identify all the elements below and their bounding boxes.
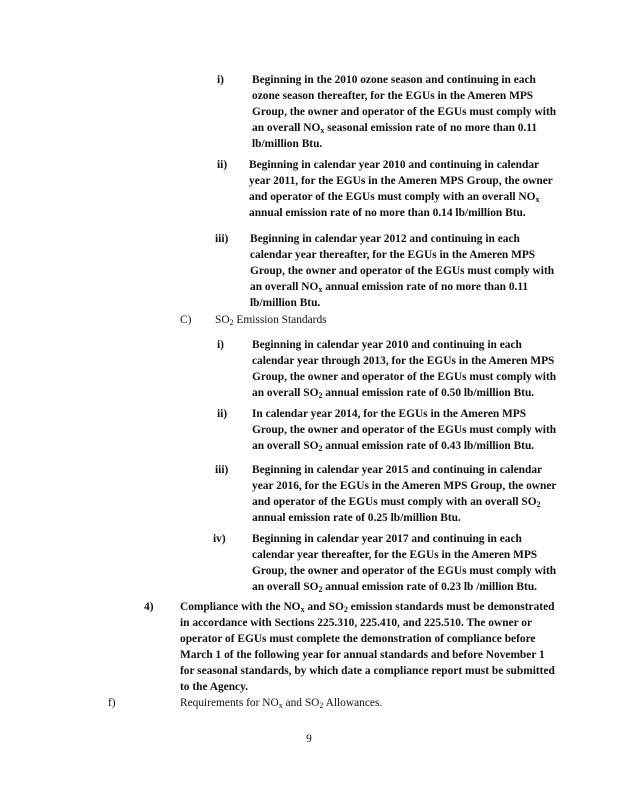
item-b-iii-label: iii) bbox=[215, 233, 229, 245]
text-line: year 2011, for the EGUs in the Ameren MPS Group, the owner bbox=[249, 175, 553, 187]
text-line: lb/million Btu. bbox=[250, 297, 321, 309]
text-line: an overall $SO_2$ annual emission rate of 0.43 lb/million Btu. bbox=[252, 440, 535, 453]
text-line: lb/million Btu. bbox=[252, 138, 323, 150]
text-line: Group, the owner and operator of the EGUs must comply with bbox=[250, 265, 555, 277]
text-line: Group, the owner and operator of the EGUs must comply with bbox=[252, 565, 557, 577]
item-c-iv-text bbox=[252, 531, 556, 595]
text-line: year 2016, for the EGUs in the Ameren MPS Group, the owner bbox=[252, 480, 557, 492]
item-4-text bbox=[180, 599, 555, 695]
item-b-ii-text bbox=[249, 157, 553, 221]
item-c-iii-text bbox=[252, 462, 556, 526]
item-f-text: Requirements for $NO_x$ and $SO_2$ Allowances. bbox=[180, 697, 383, 710]
text-line: Group, the owner and operator of the EGUs must comply with bbox=[252, 424, 557, 436]
text-line: Beginning in the 2010 ozone season and continuing in each bbox=[252, 74, 536, 86]
section-c-label: C) bbox=[180, 314, 192, 326]
text-line: and operator of the EGUs must comply with an overall $NO_x$ bbox=[249, 191, 540, 204]
item-b-i-label: i) bbox=[217, 74, 224, 86]
text-line: an overall $SO_2$ annual emission rate of 0.50 lb/million Btu. bbox=[252, 387, 535, 400]
text-line: to the Agency. bbox=[180, 681, 249, 693]
item-c-i-label: i) bbox=[217, 339, 224, 351]
item-c-ii-label: ii) bbox=[217, 408, 228, 420]
text-line: In calendar year 2014, for the EGUs in the Ameren MPS bbox=[252, 408, 527, 420]
item-f-label: f) bbox=[108, 697, 116, 709]
text-line: Beginning in calendar year 2012 and continuing in each bbox=[250, 233, 520, 245]
item-b-ii-label: ii) bbox=[217, 159, 228, 171]
text-line: calendar year thereafter, for the EGUs in the Ameren MPS bbox=[250, 249, 536, 261]
text-line: an overall $NO_x$ seasonal emission rate of no more than 0.11 bbox=[252, 122, 538, 135]
text-line: March 1 of the following year for annual standards and before November 1 bbox=[180, 649, 545, 661]
text-line: annual emission rate of 0.25 lb/million Btu. bbox=[252, 512, 461, 524]
item-b-i-text bbox=[252, 72, 556, 152]
text-line: Beginning in calendar year 2017 and continuing in each bbox=[252, 533, 522, 545]
text-line: Beginning in calendar year 2015 and continuing in calendar bbox=[252, 464, 543, 476]
text-line: calendar year thereafter, for the EGUs in the Ameren MPS bbox=[252, 549, 538, 561]
text-line: annual emission rate of no more than 0.14 lb/million Btu. bbox=[249, 207, 526, 219]
section-c-heading: $SO_2$ Emission Standards bbox=[215, 314, 327, 327]
text-line: Group, the owner and operator of the EGUs must comply with bbox=[252, 106, 557, 118]
text-line: Group, the owner and operator of the EGUs must comply with bbox=[252, 371, 557, 383]
item-b-iii-text bbox=[250, 231, 554, 311]
text-line: Beginning in calendar year 2010 and continuing in calendar bbox=[249, 159, 540, 171]
text-line: for seasonal standards, by which date a compliance report must be submitted bbox=[180, 665, 555, 677]
item-c-ii-text bbox=[252, 406, 556, 454]
text-line: ozone season thereafter, for the EGUs in the Ameren MPS bbox=[252, 90, 534, 102]
item-4-label: 4) bbox=[144, 601, 154, 613]
page-number: 9 bbox=[306, 733, 312, 745]
item-c-iii-label: iii) bbox=[215, 464, 229, 476]
text-line: Beginning in calendar year 2010 and continuing in each bbox=[252, 339, 522, 351]
item-c-iv-label: iv) bbox=[213, 533, 226, 545]
text-line: operator of EGUs must complete the demonstration of compliance before bbox=[180, 633, 536, 645]
text-line: in accordance with Sections 225.310, 225.410, and 225.510. The owner or bbox=[180, 617, 533, 629]
text-line: and operator of the EGUs must comply with an overall $SO_2$ bbox=[252, 496, 541, 509]
text-line: calendar year through 2013, for the EGUs in the Ameren MPS bbox=[252, 355, 555, 367]
text-line: an overall $NO_x$ annual emission rate of no more than 0.11 bbox=[250, 281, 529, 294]
text-line: an overall $SO_2$ annual emission rate of 0.23 lb /million Btu. bbox=[252, 581, 538, 594]
item-c-i-text bbox=[252, 337, 556, 401]
text-line: Compliance with the $NO_x$ and $SO_2$ emission standards must be demonstrated bbox=[180, 601, 555, 614]
